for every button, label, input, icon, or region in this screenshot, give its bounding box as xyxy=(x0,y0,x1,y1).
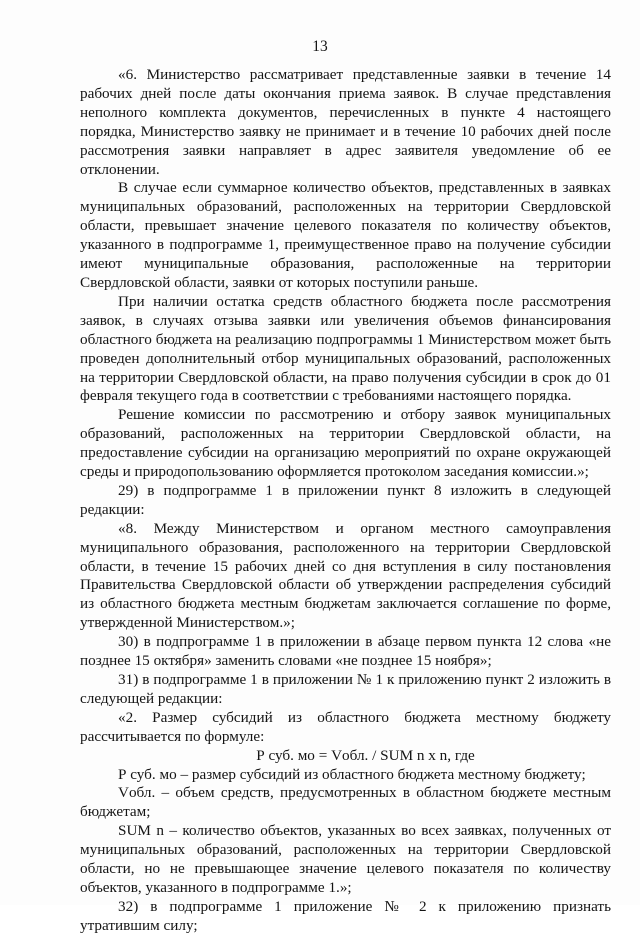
paragraph-amendment-30: 30) в подпрограмме 1 в приложении в абзаце первом пункта 12 слова «не позднее 15 октября» заменить словами «не позднее 15 ноября»; xyxy=(80,633,611,670)
paragraph-item-6: «6. Министерство рассматривает представленные заявки в течение 14 рабочих дней после даты окончания приема заявок. В случае представления неполного комплекта документов, перечисленных в пункте 4 настоящего порядка, Министерство заявку не принимает и в течение 10 рабочих дней после рассмотрения заявки направляет в адрес заявителя уведомление об ее отклонении. xyxy=(80,66,611,178)
paragraph-amendment-29: 29) в подпрограмме 1 в приложении пункт 8 изложить в следующей редакции: xyxy=(80,481,611,518)
definition-sum-n: SUM n – количество объектов, указанных во всех заявках, полученных от муниципальных образований, расположенных на территории Свердловской области, но не превышающее значение целевого показателя по количеству объектов, указанного в подпрограмме 1.»; xyxy=(80,822,611,896)
formula: Р суб. мо = Vобл. / SUM n x n, где xyxy=(256,746,475,764)
paragraph-amendment-31: 31) в подпрограмме 1 в приложении № 1 к приложению пункт 2 изложить в следующей редакции: xyxy=(80,671,611,707)
definition-p-sub: Р суб. мо – размер субсидий из областного бюджета местному бюджету; xyxy=(118,765,586,783)
paragraph-item-2: «2. Размер субсидий из областного бюджета местному бюджету рассчитывается по формуле: xyxy=(80,708,611,745)
page-number: 13 xyxy=(312,38,328,55)
definition-v-obl: Vобл. – объем средств, предусмотренных в областном бюджете местным бюджетам; xyxy=(80,784,611,821)
document-body xyxy=(80,66,611,936)
paragraph-commission-decision: Решение комиссии по рассмотрению и отбору заявок муниципальных образований, расположенных на территории Свердловской области, на предоставление субсидии на организацию мероприятий по охране окружающей среды и природопользованию оформляется протоколом заседания комиссии.»; xyxy=(80,406,611,481)
paragraph-item-8: «8. Между Министерством и органом местного самоуправления муниципального образования, расположенного на территории Свердловской области, в течение 15 рабочих дней со дня вступления в силу постановления Правительства Свердловской области об утверждении распределения субсидий из областного бюджета местным бюджетам заключается соглашение по форме, утвержденной Министерством.»; xyxy=(80,519,611,632)
paragraph-amendment-32: 32) в подпрограмме 1 приложение № 2 к приложению признать утратившим силу; xyxy=(80,897,611,934)
paragraph-additional-selection: При наличии остатка средств областного бюджета после рассмотрения заявок, в случаях отзыва заявки или увеличения объемов финансирования областного бюджета на реализацию подпрограммы 1 Министерством может быть проведен дополнительный отбор муниципальных образований, расположенных на территории Свердловской области, на право получения субсидии в срок до 01 февраля текущего года в соответствии с требованиями настоящего порядка. xyxy=(80,292,611,405)
paragraph-priority-rule: В случае если суммарное количество объектов, представленных в заявках муниципальных образований, расположенных на территории Свердловской области, превышает значение целевого показателя по количеству объектов, указанного в подпрограмме 1, преимущественное право на получение субсидии имеют муниципальные образования, расположенные на территории Свердловской области, заявки от которых поступили раньше. xyxy=(80,179,611,291)
